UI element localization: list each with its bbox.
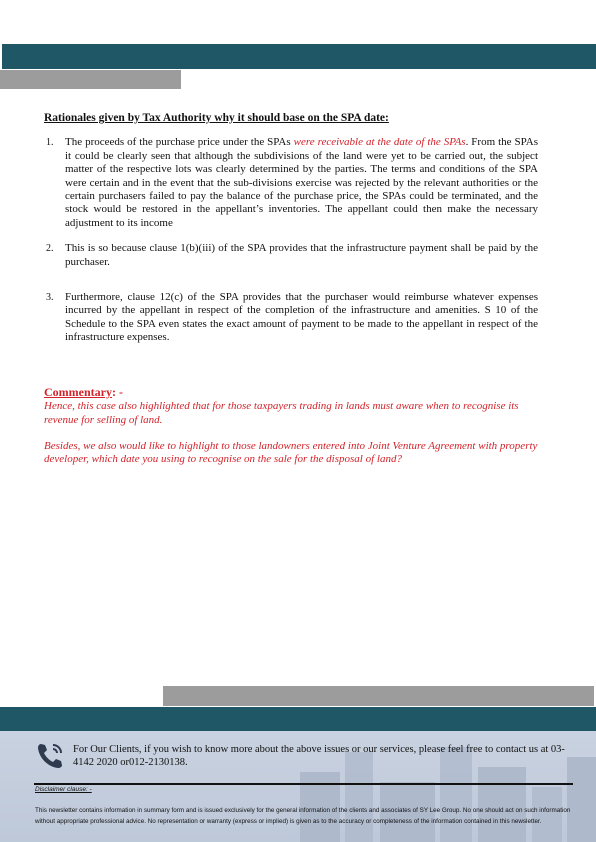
phone-icon <box>34 740 66 772</box>
commentary-paragraph: Besides, we also would like to highlight to those landowners entered into Joint Venture Agreement with property developer, which date you using to recognise on the sale for the disposal of land? <box>44 439 538 466</box>
rationale-list <box>44 136 538 344</box>
commentary-section <box>44 386 538 467</box>
footer-band <box>0 707 596 731</box>
list-item: 1. The proceeds of the purchase price under the SPAs were receivable at the date of the SPAs. From the SPAs it could be clearly seen that although the subdivisions of the land were yet to be carried out, the subject matter of the respective lots was clearly determined by the parties. The terms and conditions of the SPA were certain and in the event that the sub-divisions exercise was rejected by the relevant authorities or the certain purchasers failed to pay the balance of the purchase price, the SPAs could be terminated, and the stock would be restored in the appellant’s inventories. The appellant could then make the necessary adjustment to its income <box>46 136 538 229</box>
list-item: 2. This is so because clause 1(b)(iii) of the SPA provides that the infrastructure payment shall be paid by the purchaser. <box>46 242 538 268</box>
commentary-heading: Commentary: - <box>44 384 123 399</box>
list-item: 3. Furthermore, clause 12(c) of the SPA provides that the purchaser would reimburse whatever expenses incurred by the appellant in respect of the completion of the infrastructure and amenities. S 10 of the Schedule to the SPA even states the exact amount of payment to be made to the appellant in respect of the infrastructure expenses. <box>46 291 538 344</box>
list-number: 2. <box>46 243 54 255</box>
commentary-paragraph: Hence, this case also highlighted that for those taxpayers trading in lands must aware when to recognise its revenue for selling of land. <box>44 400 519 426</box>
disclaimer-label: Disclaimer clause: - <box>35 786 92 793</box>
contact-text: For Our Clients, if you wish to know more about the above issues or our services, please feel free to contact us at 03-4142 2020 or012-2130138. <box>73 744 565 768</box>
section-heading: Rationales given by Tax Authority why it should base on the SPA date: <box>44 112 389 124</box>
header-band <box>2 44 596 69</box>
footer-divider <box>34 783 573 785</box>
list-number: 3. <box>46 292 54 304</box>
list-number: 1. <box>46 137 54 149</box>
highlighted-phrase: were receivable at the date of the SPAs <box>293 136 466 149</box>
disclaimer-text: This newsletter contains information in summary form and is issued exclusively for the general information of the clients and associates of SY Lee Group. No one should act on such information without appropriate professional advice. No representation or warranty (express or implied) is given as to the accuracy or completeness of the information contained in this newsletter. <box>35 807 571 826</box>
header-grey-tab <box>0 70 181 89</box>
document-body <box>44 112 538 467</box>
footer-grey-tab <box>163 686 594 706</box>
